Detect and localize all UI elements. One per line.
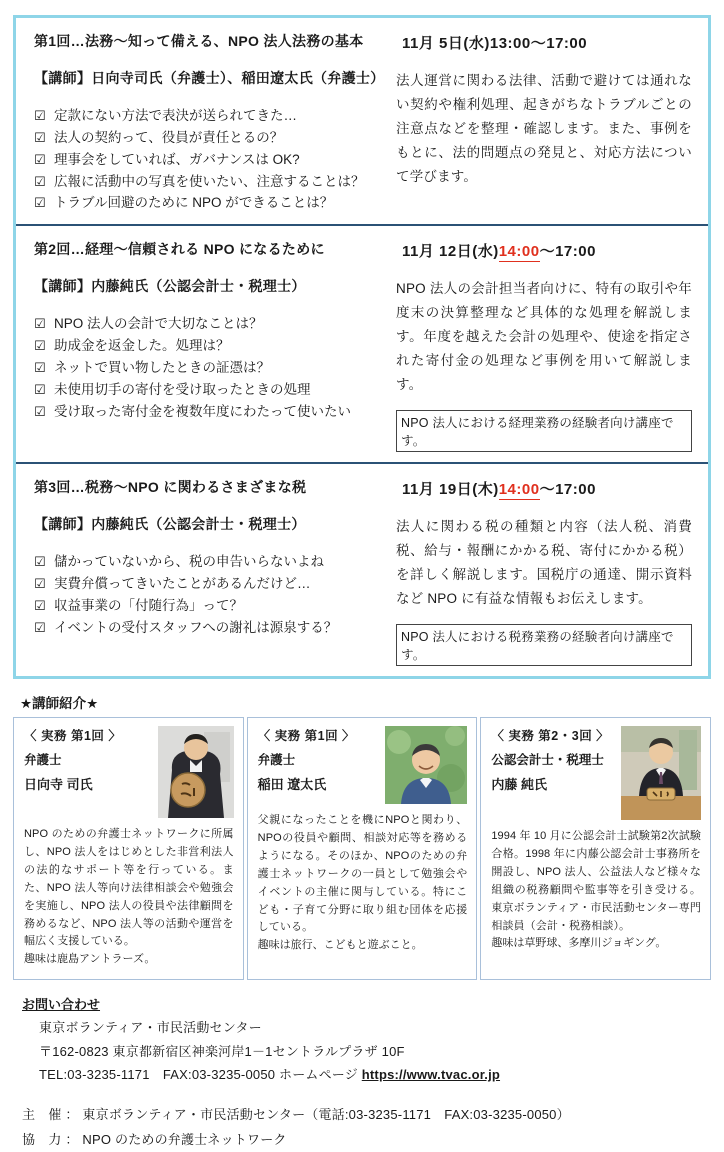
- lecturer-photo: [621, 726, 701, 820]
- topic-item: [34, 149, 386, 171]
- session-1-date: [402, 32, 692, 53]
- session-1-lecturer: 【講師】日向寺司氏（弁護士）、稲田遼太氏（弁護士）: [34, 68, 386, 88]
- session-3-title: 第3回…税務～NPO に関わるさまざまな税: [34, 477, 386, 497]
- card-bio: 父親になったことを機にNPOと関わり、NPOの役員や顧問、相談対応等を務めるようになる。そのほか、NPOのための弁護士ネットワークの一員として勉強会やイベントの主催に関与している。特にこども・子育て分野に取り組む団体を応援している。: [258, 812, 468, 937]
- lecturer-photo: [385, 726, 467, 804]
- contact-org: 東京ボランティア・市民活動センター: [39, 1016, 724, 1039]
- card-bio: NPO のための弁護士ネットワークに所属し、NPO 法人をはじめとした非営利法人の法的なサポート等を行っている。また、NPO 法人等向け法律相談会や勉強会を実施し、NPO 法人の役員や法律顧問を務めるなど、NPO 法人等の活動や運営を幅広く支援している。: [24, 826, 234, 951]
- lecturer-card-naito: [480, 717, 711, 980]
- checkbox-checked-icon: ☑: [34, 551, 54, 573]
- date-suffix: ～17:00: [540, 481, 596, 498]
- session-2: [16, 224, 708, 462]
- session-2-left: [34, 239, 386, 452]
- session-2-topics: [34, 313, 386, 422]
- topic-text: トラブル回避のために NPO ができることは？: [54, 192, 333, 214]
- contact-block: [22, 993, 724, 1087]
- session-2-right: [386, 239, 694, 452]
- topic-text: 広報に活動中の写真を使いたい、注意することは？: [54, 171, 365, 193]
- topic-item: [34, 551, 386, 573]
- lecturer-card-hyugaji: [13, 717, 244, 980]
- date-time-highlighted: 14:00: [499, 481, 540, 500]
- card-head-text: [258, 726, 355, 804]
- topic-text: 実費弁償ってきいたことがあるんだけど…: [54, 573, 311, 595]
- checkbox-checked-icon: ☑: [34, 127, 54, 149]
- session-1-topics: [34, 105, 386, 214]
- topic-item: [34, 127, 386, 149]
- session-3-right: [386, 477, 694, 666]
- session-1-description: 法人運営に関わる法律、活動で避けては通れない契約や権利処理、起きがちなトラブルごとの注意点などを整理・確認します。また、事例をもとに、法的問題点の発見と、対応方法について学びます。: [396, 69, 692, 189]
- checkbox-checked-icon: ☑: [34, 105, 54, 127]
- topic-item: [34, 595, 386, 617]
- date-suffix: ～17:00: [531, 35, 587, 52]
- contact-address: 〒162-0823 東京都新宿区神楽河岸1－1セントラルプラザ 10F: [39, 1040, 724, 1063]
- card-head: [24, 726, 234, 818]
- card-head-text: [491, 726, 609, 820]
- card-bio: 1994 年 10 月に公認会計士試験第2次試験合格。1998 年に内藤公認会計士事務所を開設し、NPO 法人、公益法人など様々な組織の税務顧問や監事等を引き受ける。東京ボランティア・市民活動センター専門相談員（会計・税務相談）。: [491, 828, 701, 935]
- lecturer-photo: [158, 726, 234, 818]
- session-2-note: NPO 法人における経理業務の経験者向け講座です。: [396, 410, 692, 452]
- checkbox-checked-icon: ☑: [34, 149, 54, 171]
- session-3: [16, 462, 708, 676]
- topic-text: 受け取った寄付金を複数年度にわたって使いたい: [54, 401, 351, 423]
- topic-item: [34, 573, 386, 595]
- topic-item: [34, 617, 386, 639]
- date-suffix: ～17:00: [540, 243, 596, 260]
- host-line: 主 催 ： 東京ボランティア・市民活動センター（電話:03-3235-1171 FAX:03-3235-0050）: [22, 1102, 724, 1127]
- checkbox-checked-icon: ☑: [34, 573, 54, 595]
- card-hobby: 趣味は旅行、こどもと遊ぶこと。: [258, 937, 468, 955]
- checkbox-checked-icon: ☑: [34, 379, 54, 401]
- session-2-description: NPO 法人の会計担当者向けに、特有の取引や年度末の決算整理など具体的な処理を解説します。年度を越えた会計の処理や、使途を指定された寄付金の処理など事例を用いて解説します。: [396, 277, 692, 397]
- seminar-sessions-box: [13, 15, 711, 679]
- card-session-tag: 〈 実務 第2・3回 〉: [491, 726, 609, 744]
- topic-text: 収益事業の「付随行為」って？: [54, 595, 243, 617]
- lecturer-card-inada: [247, 717, 478, 980]
- card-head: [258, 726, 468, 804]
- topic-item: [34, 105, 386, 127]
- date-prefix: 11月 19日(木): [402, 481, 499, 498]
- card-role: 弁護士: [24, 750, 121, 768]
- topic-text: イベントの受付スタッフへの謝礼は源泉する？: [54, 617, 337, 639]
- card-head-text: [24, 726, 121, 818]
- topic-text: 儲かっていないから、税の申告いらないよね: [54, 551, 324, 573]
- topic-item: [34, 379, 386, 401]
- session-3-description: 法人に関わる税の種類と内容（法人税、消費税、給与・報酬にかかる税、寄付にかかる税）を詳しく解説します。国税庁の通達、開示資料など NPO に有益な情報もお伝えします。: [396, 515, 692, 611]
- checkbox-checked-icon: ☑: [34, 357, 54, 379]
- homepage-link[interactable]: https://www.tvac.or.jp: [362, 1067, 500, 1082]
- card-hobby: 趣味は鹿島アントラーズ。: [24, 951, 234, 969]
- topic-item: [34, 171, 386, 193]
- session-3-left: [34, 477, 386, 666]
- session-1-right: [386, 31, 694, 214]
- session-3-topics: [34, 551, 386, 638]
- topic-text: ネットで買い物したときの証憑は？: [54, 357, 270, 379]
- lecturer-cards: [13, 717, 711, 980]
- lecturer-profiles-heading: ★講師紹介★: [20, 692, 724, 712]
- contact-tel-fax-text: TEL:03-3235-1171 FAX:03-3235-0050 ホームページ: [39, 1067, 358, 1082]
- topic-text: 定款にない方法で表決が送られてきた…: [54, 105, 297, 127]
- checkbox-checked-icon: ☑: [34, 617, 54, 639]
- topic-text: 理事会をしていれば、ガバナンスは OK?: [54, 149, 300, 171]
- session-2-date: [402, 240, 692, 261]
- session-3-lecturer: 【講師】内藤純氏（公認会計士・税理士）: [34, 514, 386, 534]
- session-2-lecturer: 【講師】内藤純氏（公認会計士・税理士）: [34, 276, 386, 296]
- card-session-tag: 〈 実務 第1回 〉: [24, 726, 121, 744]
- cooperation-line: 協 力 ： NPO のための弁護士ネットワーク: [22, 1127, 724, 1152]
- session-1-left: [34, 31, 386, 214]
- topic-text: 助成金を返金した。処理は？: [54, 335, 230, 357]
- contact-tel-fax: [39, 1063, 724, 1086]
- checkbox-checked-icon: ☑: [34, 401, 54, 423]
- topic-text: 未使用切手の寄付を受け取ったときの処理: [54, 379, 311, 401]
- card-session-tag: 〈 実務 第1回 〉: [258, 726, 355, 744]
- date-time-highlighted: 14:00: [499, 243, 540, 262]
- date-prefix: 11月 5日(水): [402, 35, 490, 52]
- session-3-date: [402, 478, 692, 499]
- topic-item: [34, 313, 386, 335]
- date-prefix: 11月 12日(水): [402, 243, 499, 260]
- flyer-page: [0, 15, 724, 1039]
- card-role: 弁護士: [258, 750, 355, 768]
- card-role: 公認会計士・税理士: [491, 750, 609, 768]
- card-name: 内藤 純氏: [491, 774, 609, 793]
- session-3-note: NPO 法人における税務業務の経験者向け講座です。: [396, 624, 692, 666]
- checkbox-checked-icon: ☑: [34, 335, 54, 357]
- checkbox-checked-icon: ☑: [34, 171, 54, 193]
- card-name: 日向寺 司氏: [24, 774, 121, 793]
- checkbox-checked-icon: ☑: [34, 192, 54, 214]
- card-head: [491, 726, 701, 820]
- topic-item: [34, 357, 386, 379]
- card-hobby: 趣味は草野球、多摩川ジョギング。: [491, 935, 701, 953]
- session-1-title: 第1回…法務～知って備える、NPO 法人法務の基本: [34, 31, 386, 51]
- checkbox-checked-icon: ☑: [34, 595, 54, 617]
- credits-block: [22, 1102, 724, 1152]
- checkbox-checked-icon: ☑: [34, 313, 54, 335]
- date-time: 13:00: [490, 35, 531, 52]
- topic-item: [34, 401, 386, 423]
- topic-item: [34, 335, 386, 357]
- topic-item: [34, 192, 386, 214]
- contact-heading: お問い合わせ: [22, 993, 724, 1016]
- topic-text: NPO 法人の会計で大切なことは？: [54, 313, 263, 335]
- session-2-title: 第2回…経理～信頼される NPO になるために: [34, 239, 386, 259]
- card-name: 稲田 遼太氏: [258, 774, 355, 793]
- topic-text: 法人の契約って、役員が責任とるの？: [54, 127, 283, 149]
- session-1: [16, 18, 708, 224]
